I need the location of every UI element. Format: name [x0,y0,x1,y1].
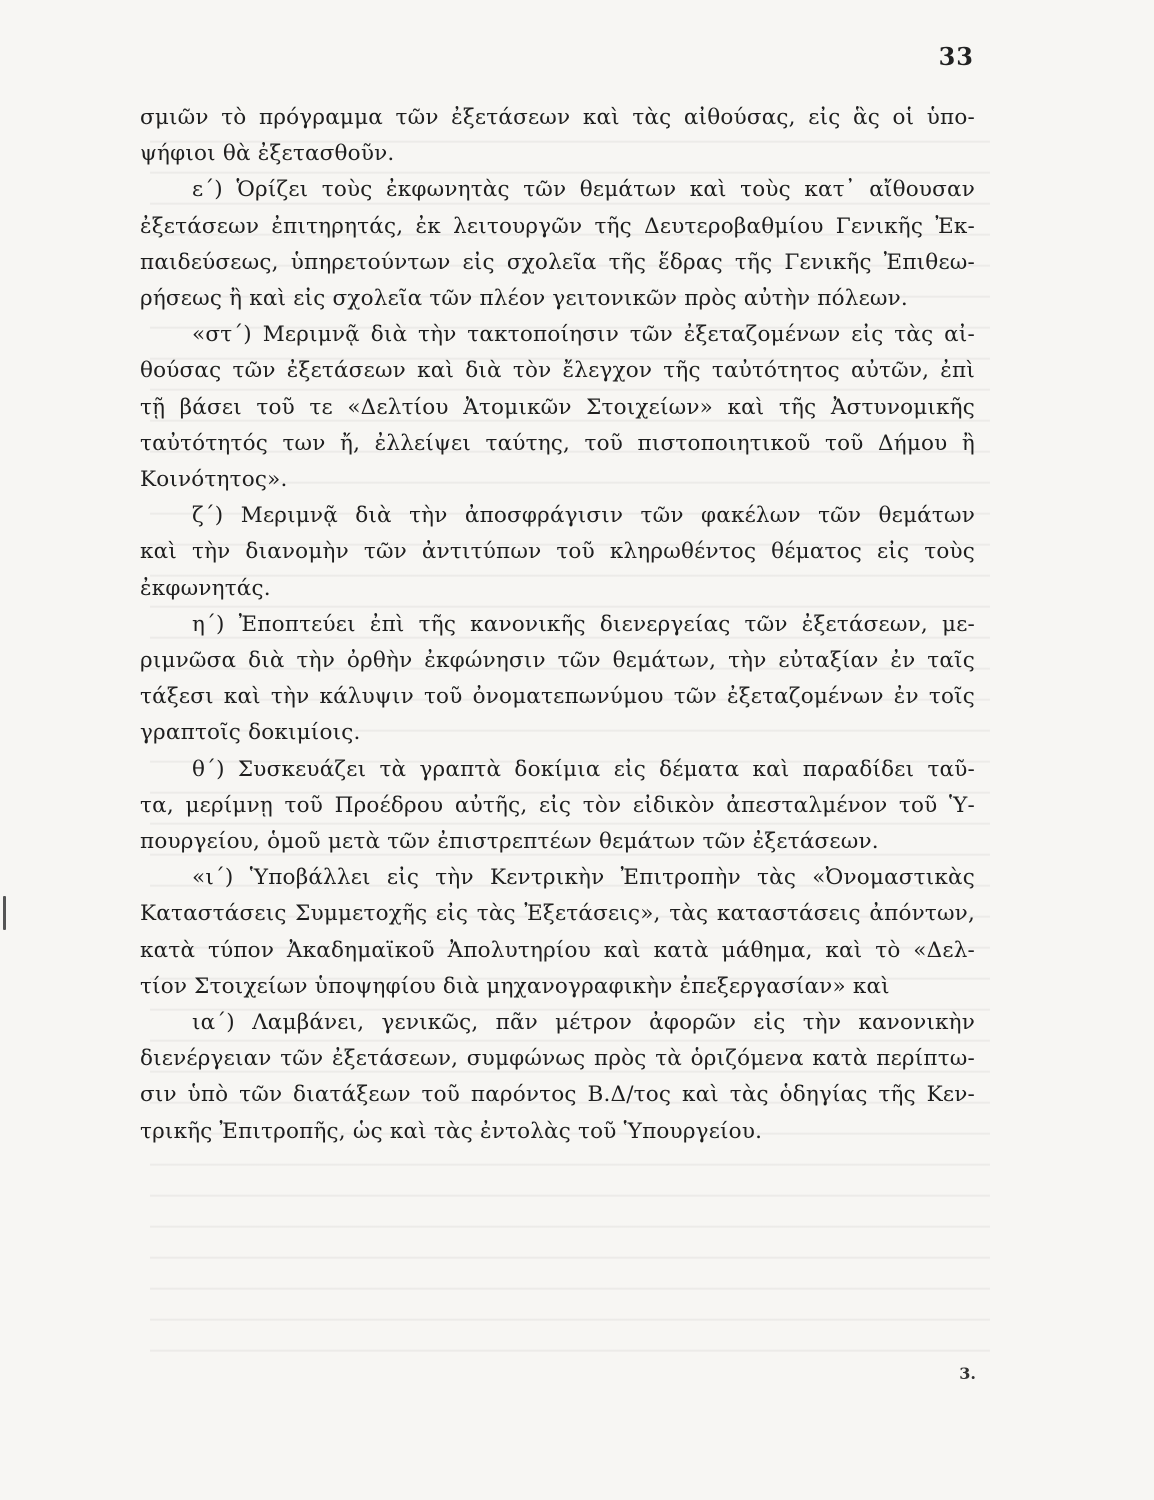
signature-mark: 3. [959,1364,976,1383]
text-line: ψήφιοι θὰ ἐξετασθοῦν. [140,141,395,167]
text-line: Καταστάσεις Συμμετοχῆς εἰς τὰς Ἐξετάσεις», τὰς καταστάσεις ἀπόντων, [140,901,975,927]
text-line: κατὰ τύπον Ἀκαδημαϊκοῦ Ἀπολυτηρίου καὶ κατὰ μάθημα, καὶ τὸ «Δελ- [140,937,975,963]
text-line: σιν ὑπὸ τῶν διατάξεων τοῦ παρόντος Β.Δ/τος καὶ τὰς ὁδηγίας τῆς Κεν- [140,1082,975,1108]
text-line: τα, μερίμνῃ τοῦ Προέδρου αὐτῆς, εἰς τὸν εἰδικὸν ἀπεσταλμένον τοῦ Ὑ- [140,792,975,818]
text-line: καὶ τὴν διανομὴν τῶν ἀντιτύπων τοῦ κληρωθέντος θέματος εἰς τοὺς [140,539,975,565]
text-line: Κοινότητος». [140,467,288,493]
text-line: σμιῶν τὸ πρόγραμμα τῶν ἐξετάσεων καὶ τὰς αἰθούσας, εἰς ἃς οἱ ὑπο- [140,105,975,130]
margin-mark [3,896,6,930]
text-line: παιδεύσεως, ὑπηρετούντων εἰς σχολεῖα τῆς ἕδρας τῆς Γενικῆς Ἐπιθεω- [140,249,975,275]
text-line: πουργείου, ὁμοῦ μετὰ τῶν ἐπιστρεπτέων θεμάτων τῶν ἐξετάσεων. [140,829,879,855]
text-line: θ΄) Συσκευάζει τὰ γραπτὰ δοκίμια εἰς δέματα καὶ παραδίδει ταῦ- [192,756,975,782]
text-line: ταὐτότητός των ἤ, ἐλλείψει ταύτης, τοῦ πιστοποιητικοῦ τοῦ Δήμου ἢ [140,430,975,456]
text-line: ρήσεως ἢ καὶ εἰς σχολεῖα τῶν πλέον γειτονικῶν πρὸς αὐτὴν πόλεων. [140,286,908,312]
text-line: ζ΄) Μεριμνᾷ διὰ τὴν ἀποσφράγισιν τῶν φακέλων τῶν θεμάτων [192,503,975,529]
text-line: «ι΄) Ὑποβάλλει εἰς τὴν Κεντρικὴν Ἐπιτροπὴν τὰς «Ὀνομαστικὰς [192,865,975,891]
text-line: ριμνῶσα διὰ τὴν ὀρθὴν ἐκφώνησιν τῶν θεμάτων, τὴν εὐταξίαν ἐν ταῖς [140,648,975,674]
text-line: ια΄) Λαμβάνει, γενικῶς, πᾶν μέτρον ἀφορῶν εἰς τὴν κανονικὴν [192,1010,975,1036]
text-line: γραπτοῖς δοκιμίοις. [140,720,361,746]
page-number: 33 [938,42,974,71]
text-line: θούσας τῶν ἐξετάσεων καὶ διὰ τὸν ἔλεγχον τῆς ταὐτότητος αὐτῶν, ἐπὶ [140,358,975,384]
text-line: διενέργειαν τῶν ἐξετάσεων, συμφώνως πρὸς τὰ ὁριζόμενα κατὰ περίπτω- [140,1046,975,1072]
text-line: τάξεσι καὶ τὴν κάλυψιν τοῦ ὀνοματεπωνύμου τῶν ἐξεταζομένων ἐν τοῖς [140,684,975,710]
body-text [140,100,975,1150]
text-line: η΄) Ἐποπτεύει ἐπὶ τῆς κανονικῆς διενεργείας τῶν ἐξετάσεων, με- [192,611,975,637]
text-line: τῇ βάσει τοῦ τε «Δελτίου Ἀτομικῶν Στοιχείων» καὶ τῆς Ἀστυνομικῆς [140,394,975,420]
text-line: «στ΄) Μεριμνᾷ διὰ τὴν τακτοποίησιν τῶν ἐξεταζομένων εἰς τὰς αἰ- [192,322,975,348]
text-line: ε΄) Ὁρίζει τοὺς ἐκφωνητὰς τῶν θεμάτων καὶ τοὺς κατ᾿ αἴθουσαν [192,177,975,203]
text-line: τρικῆς Ἐπιτροπῆς, ὡς καὶ τὰς ἐντολὰς τοῦ Ὑπουργείου. [140,1118,763,1144]
text-line: τίον Στοιχείων ὑποψηφίου διὰ μηχανογραφικὴν ἐπεξεργασίαν» καὶ [140,973,890,999]
text-line: ἐκφωνητάς. [140,575,271,601]
text-line: ἐξετάσεων ἐπιτηρητάς, ἐκ λειτουργῶν τῆς Δευτεροβαθμίου Γενικῆς Ἐκ- [140,213,975,239]
